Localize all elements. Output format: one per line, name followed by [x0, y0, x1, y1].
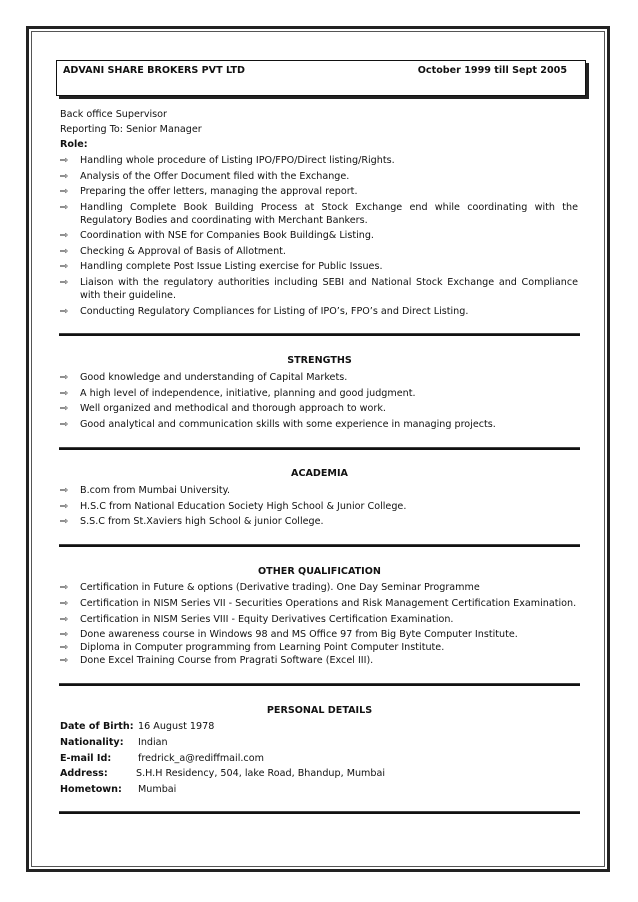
strengths-title: STRENGTHS	[287, 355, 352, 366]
dob-value: 16 August 1978	[138, 721, 215, 732]
section-divider	[59, 683, 580, 686]
employment-period: October 1999 till Sept 2005	[417, 65, 567, 76]
list-item: Handling Complete Book Building Process at Stock Exchange end while coordinating with the Regulatory Bodies and coordinating with Merchant Bankers.	[80, 202, 578, 226]
list-item: Certification in Future & options (Derivative trading). One Day Seminar Programme	[80, 582, 480, 593]
arrow-right-icon: ⇨	[60, 419, 69, 430]
arrow-right-icon: ⇨	[60, 186, 69, 197]
email-value: fredrick_a@rediffmail.com	[138, 753, 264, 764]
nationality-value: Indian	[138, 737, 168, 748]
job-title: Back office Supervisor	[60, 109, 167, 120]
arrow-right-icon: ⇨	[60, 261, 69, 272]
arrow-right-icon: ⇨	[60, 388, 69, 399]
arrow-right-icon: ⇨	[60, 614, 69, 625]
arrow-right-icon: ⇨	[60, 582, 69, 593]
arrow-right-icon: ⇨	[60, 655, 69, 666]
arrow-right-icon: ⇨	[60, 629, 69, 640]
employer-header	[56, 60, 586, 96]
list-item: Preparing the offer letters, managing the approval report.	[80, 186, 358, 197]
list-item: Well organized and methodical and thorough approach to work.	[80, 403, 386, 414]
other-qualification-title: OTHER QUALIFICATION	[258, 566, 381, 577]
list-item: Checking & Approval of Basis of Allotment.	[80, 246, 286, 257]
list-item: Handling complete Post Issue Listing exercise for Public Issues.	[80, 261, 383, 272]
list-item: Liaison with the regulatory authorities including SEBI and National Stock Exchange and Compliance with their guideline.	[80, 277, 578, 301]
arrow-right-icon: ⇨	[60, 372, 69, 383]
academia-title: ACADEMIA	[291, 468, 348, 479]
email-label: E-mail Id:	[60, 753, 112, 764]
hometown-value: Mumbai	[138, 784, 177, 795]
arrow-right-icon: ⇨	[60, 155, 69, 166]
reporting-to: Reporting To: Senior Manager	[60, 124, 202, 135]
list-item: Conducting Regulatory Compliances for Listing of IPO’s, FPO’s and Direct Listing.	[80, 306, 469, 317]
list-item: Diploma in Computer programming from Learning Point Computer Institute.	[80, 642, 445, 653]
nationality-label: Nationality:	[60, 737, 124, 748]
hometown-label: Hometown:	[60, 784, 122, 795]
arrow-right-icon: ⇨	[60, 501, 69, 512]
arrow-right-icon: ⇨	[60, 642, 69, 653]
list-item: S.S.C from St.Xaviers high School & junior College.	[80, 516, 324, 527]
address-value: S.H.H Residency, 504, lake Road, Bhandup, Mumbai	[136, 768, 386, 779]
company-name: ADVANI SHARE BROKERS PVT LTD	[63, 65, 246, 76]
list-item: Done Excel Training Course from Pragrati Software (Excel III).	[80, 655, 374, 666]
role-label: Role:	[60, 139, 88, 150]
list-item: H.S.C from National Education Society High School & Junior College.	[80, 501, 407, 512]
arrow-right-icon: ⇨	[60, 485, 69, 496]
arrow-right-icon: ⇨	[60, 516, 69, 527]
list-item: Analysis of the Offer Document filed with the Exchange.	[80, 171, 350, 182]
address-label: Address:	[60, 768, 108, 779]
list-item: Coordination with NSE for Companies Book Building& Listing.	[80, 230, 374, 241]
list-item: Done awareness course in Windows 98 and MS Office 97 from Big Byte Computer Institute.	[80, 629, 518, 640]
list-item: Handling whole procedure of Listing IPO/FPO/Direct listing/Rights.	[80, 155, 395, 166]
arrow-right-icon: ⇨	[60, 306, 69, 317]
dob-label: Date of Birth:	[60, 721, 134, 732]
list-item: Certification in NISM Series VII - Securities Operations and Risk Management Certification Examination.	[80, 598, 577, 609]
list-item: A high level of independence, initiative, planning and good judgment.	[80, 388, 416, 399]
arrow-right-icon: ⇨	[60, 202, 69, 213]
list-item: Good knowledge and understanding of Capital Markets.	[80, 372, 348, 383]
section-divider	[59, 447, 580, 450]
arrow-right-icon: ⇨	[60, 230, 69, 241]
list-item: B.com from Mumbai University.	[80, 485, 231, 496]
section-divider	[59, 811, 580, 814]
arrow-right-icon: ⇨	[60, 277, 69, 288]
arrow-right-icon: ⇨	[60, 403, 69, 414]
list-item: Good analytical and communication skills with some experience in managing projects.	[80, 419, 496, 430]
arrow-right-icon: ⇨	[60, 598, 69, 609]
list-item: Certification in NISM Series VIII - Equity Derivatives Certification Examination.	[80, 614, 454, 625]
arrow-right-icon: ⇨	[60, 246, 69, 257]
arrow-right-icon: ⇨	[60, 171, 69, 182]
personal-details-title: PERSONAL DETAILS	[266, 705, 373, 716]
section-divider	[59, 544, 580, 547]
section-divider	[59, 333, 580, 336]
